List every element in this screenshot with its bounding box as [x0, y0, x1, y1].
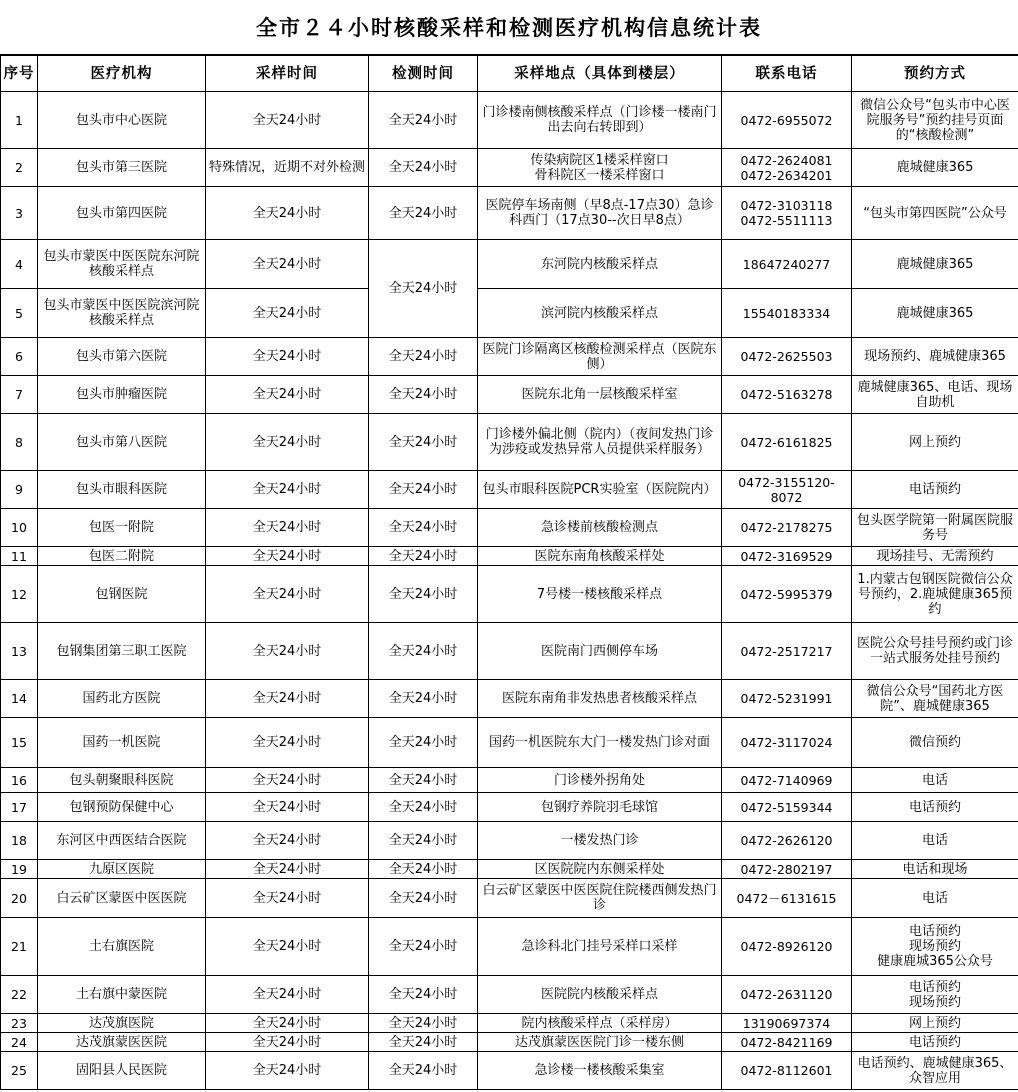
sample-time-cell: 全天24小时 — [206, 1052, 369, 1090]
test-time-cell: 全天24小时 — [369, 1033, 478, 1052]
phone-cell: 0472-7140969 — [722, 768, 852, 793]
phone-cell: 0472-5995379 — [722, 566, 852, 623]
row-index-cell: 20 — [1, 879, 38, 918]
org-cell: 达茂旗蒙医医院 — [38, 1033, 206, 1052]
row-index-cell: 13 — [1, 623, 38, 680]
row-index-cell: 1 — [1, 92, 38, 149]
test-time-cell: 全天24小时 — [369, 471, 478, 509]
location-cell: 达茂旗蒙医医院门诊一楼东侧 — [478, 1033, 722, 1052]
row-index-cell: 5 — [1, 289, 38, 338]
org-cell: 东河区中西医结合医院 — [38, 822, 206, 860]
booking-cell: 鹿城健康365 — [852, 149, 1018, 187]
booking-cell: 医院公众号挂号预约或门诊一站式服务处挂号预约 — [852, 623, 1018, 680]
org-cell: 包医二附院 — [38, 547, 206, 566]
phone-cell: 0472-3169529 — [722, 547, 852, 566]
table-row — [1, 414, 1018, 471]
booking-cell: 电话预约 — [852, 793, 1018, 822]
table-row — [1, 338, 1018, 376]
test-time-cell: 全天24小时 — [369, 509, 478, 547]
row-index-cell: 19 — [1, 860, 38, 879]
sample-time-cell: 全天24小时 — [206, 187, 369, 240]
location-cell: 包头市眼科医院PCR实验室（医院院内） — [478, 471, 722, 509]
location-cell: 传染病院区1楼采样窗口 骨科院区一楼采样窗口 — [478, 149, 722, 187]
org-cell: 包头朝聚眼科医院 — [38, 768, 206, 793]
org-cell: 土右旗医院 — [38, 918, 206, 976]
table-row — [1, 822, 1018, 860]
phone-cell: 0472-5163278 — [722, 376, 852, 414]
location-cell: 医院停车场南侧（早8点-17点30）急诊科西门（17点30--次日早8点） — [478, 187, 722, 240]
booking-cell: 鹿城健康365 — [852, 240, 1018, 289]
table-row — [1, 793, 1018, 822]
location-cell: 急诊科北门挂号采样口采样 — [478, 918, 722, 976]
phone-cell: 0472-5159344 — [722, 793, 852, 822]
booking-cell: 鹿城健康365、电话、现场自助机 — [852, 376, 1018, 414]
phone-cell: 0472－6131615 — [722, 879, 852, 918]
booking-cell: 网上预约 — [852, 1014, 1018, 1033]
phone-cell: 0472-2517217 — [722, 623, 852, 680]
sample-time-cell: 全天24小时 — [206, 289, 369, 338]
sample-time-cell: 全天24小时 — [206, 879, 369, 918]
booking-cell: 电话预约 — [852, 1033, 1018, 1052]
table-row — [1, 860, 1018, 879]
location-cell: 医院东北角一层核酸采样室 — [478, 376, 722, 414]
table-row — [1, 718, 1018, 768]
header-cell-phone: 联系电话 — [722, 56, 852, 92]
row-index-cell: 23 — [1, 1014, 38, 1033]
sample-time-cell: 全天24小时 — [206, 509, 369, 547]
location-cell: 医院东南角核酸采样处 — [478, 547, 722, 566]
phone-cell: 0472-2624081 0472-2634201 — [722, 149, 852, 187]
location-cell: 包钢疗养院羽毛球馆 — [478, 793, 722, 822]
org-cell: 土右旗中蒙医院 — [38, 976, 206, 1014]
row-index-cell: 22 — [1, 976, 38, 1014]
location-cell: 急诊楼前核酸检测点 — [478, 509, 722, 547]
location-cell: 医院门诊隔离区核酸检测采样点（医院东侧） — [478, 338, 722, 376]
sample-time-cell: 全天24小时 — [206, 680, 369, 718]
phone-cell: 0472-8926120 — [722, 918, 852, 976]
location-cell: 急诊楼一楼核酸采集室 — [478, 1052, 722, 1090]
table-row — [1, 1033, 1018, 1052]
booking-cell: 现场预约、鹿城健康365 — [852, 338, 1018, 376]
row-index-cell: 9 — [1, 471, 38, 509]
test-time-cell: 全天24小时 — [369, 338, 478, 376]
test-time-cell: 全天24小时 — [369, 860, 478, 879]
test-time-cell: 全天24小时 — [369, 879, 478, 918]
test-time-cell: 全天24小时 — [369, 547, 478, 566]
test-time-cell: 全天24小时 — [369, 566, 478, 623]
sample-time-cell: 全天24小时 — [206, 860, 369, 879]
test-time-cell: 全天24小时 — [369, 793, 478, 822]
booking-cell: 电话和现场 — [852, 860, 1018, 879]
row-index-cell: 7 — [1, 376, 38, 414]
sample-time-cell: 全天24小时 — [206, 376, 369, 414]
phone-cell: 0472-2802197 — [722, 860, 852, 879]
booking-cell: 电话 — [852, 768, 1018, 793]
test-time-cell: 全天24小时 — [369, 822, 478, 860]
org-cell: 国药北方医院 — [38, 680, 206, 718]
row-index-cell: 10 — [1, 509, 38, 547]
table-row — [1, 879, 1018, 918]
table-row — [1, 918, 1018, 976]
booking-cell: 微信公众号“国药北方医院”、鹿城健康365 — [852, 680, 1018, 718]
phone-cell: 0472-2625503 — [722, 338, 852, 376]
table-row — [1, 623, 1018, 680]
header-cell-test-time: 检测时间 — [369, 56, 478, 92]
row-index-cell: 25 — [1, 1052, 38, 1090]
booking-cell: 电话 — [852, 879, 1018, 918]
phone-cell: 0472-8112601 — [722, 1052, 852, 1090]
org-cell: 包头市眼科医院 — [38, 471, 206, 509]
sample-time-cell: 全天24小时 — [206, 414, 369, 471]
booking-cell: “包头市第四医院”公众号 — [852, 187, 1018, 240]
header-cell-booking: 预约方式 — [852, 56, 1018, 92]
test-time-cell: 全天24小时 — [369, 976, 478, 1014]
row-index-cell: 3 — [1, 187, 38, 240]
row-index-cell: 18 — [1, 822, 38, 860]
table-row — [1, 566, 1018, 623]
table-row — [1, 976, 1018, 1014]
location-cell: 滨河院内核酸采样点 — [478, 289, 722, 338]
table-row — [1, 92, 1018, 149]
row-index-cell: 24 — [1, 1033, 38, 1052]
row-index-cell: 8 — [1, 414, 38, 471]
org-cell: 固阳县人民医院 — [38, 1052, 206, 1090]
org-cell: 包头市第八医院 — [38, 414, 206, 471]
org-cell: 包钢预防保健中心 — [38, 793, 206, 822]
table-title: 全市２４小时核酸采样和检测医疗机构信息统计表 — [0, 0, 1018, 55]
sample-time-cell: 特殊情况，近期不对外检测 — [206, 149, 369, 187]
org-cell: 九原区医院 — [38, 860, 206, 879]
org-cell: 包钢集团第三职工医院 — [38, 623, 206, 680]
row-index-cell: 4 — [1, 240, 38, 289]
phone-cell: 0472-6161825 — [722, 414, 852, 471]
booking-cell: 微信预约 — [852, 718, 1018, 768]
sample-time-cell: 全天24小时 — [206, 338, 369, 376]
location-cell: 国药一机医院东大门一楼发热门诊对面 — [478, 718, 722, 768]
org-cell: 包头市蒙医中医医院滨河院核酸采样点 — [38, 289, 206, 338]
test-time-cell: 全天24小时 — [369, 149, 478, 187]
location-cell: 一楼发热门诊 — [478, 822, 722, 860]
test-time-cell: 全天24小时 — [369, 1052, 478, 1090]
phone-cell: 13190697374 — [722, 1014, 852, 1033]
header-cell-org: 医疗机构 — [38, 56, 206, 92]
location-cell: 医院院内核酸采样点 — [478, 976, 722, 1014]
org-cell: 包医一附院 — [38, 509, 206, 547]
test-time-cell: 全天24小时 — [369, 414, 478, 471]
phone-cell: 0472-2178275 — [722, 509, 852, 547]
location-cell: 医院南门西侧停车场 — [478, 623, 722, 680]
booking-cell: 电话预约 现场预约 — [852, 976, 1018, 1014]
booking-cell: 现场挂号、无需预约 — [852, 547, 1018, 566]
phone-cell: 0472-3155120-8072 — [722, 471, 852, 509]
row-index-cell: 17 — [1, 793, 38, 822]
test-time-cell: 全天24小时 — [369, 376, 478, 414]
booking-cell: 鹿城健康365 — [852, 289, 1018, 338]
phone-cell: 15540183334 — [722, 289, 852, 338]
sample-time-cell: 全天24小时 — [206, 768, 369, 793]
table-row — [1, 509, 1018, 547]
sample-time-cell: 全天24小时 — [206, 793, 369, 822]
sample-time-cell: 全天24小时 — [206, 718, 369, 768]
row-index-cell: 2 — [1, 149, 38, 187]
sample-time-cell: 全天24小时 — [206, 471, 369, 509]
row-index-cell: 14 — [1, 680, 38, 718]
hospital-info-table — [0, 55, 1018, 1090]
location-cell: 东河院内核酸采样点 — [478, 240, 722, 289]
org-cell: 包头市第六医院 — [38, 338, 206, 376]
test-time-cell: 全天24小时 — [369, 680, 478, 718]
org-cell: 包头市第四医院 — [38, 187, 206, 240]
booking-cell: 微信公众号“包头市中心医院服务号”预约挂号页面的“核酸检测” — [852, 92, 1018, 149]
header-cell-index: 序号 — [1, 56, 38, 92]
booking-cell: 包头医学院第一附属医院服务号 — [852, 509, 1018, 547]
location-cell: 白云矿区蒙医中医医院住院楼西侧发热门诊 — [478, 879, 722, 918]
booking-cell: 电话预约、鹿城健康365、众智应用 — [852, 1052, 1018, 1090]
org-cell: 包头市肿瘤医院 — [38, 376, 206, 414]
test-time-cell: 全天24小时 — [369, 240, 478, 338]
table-row — [1, 149, 1018, 187]
row-index-cell: 16 — [1, 768, 38, 793]
booking-cell: 电话预约 — [852, 471, 1018, 509]
org-cell: 包钢医院 — [38, 566, 206, 623]
sample-time-cell: 全天24小时 — [206, 822, 369, 860]
table-row — [1, 376, 1018, 414]
header-row — [1, 56, 1018, 92]
sample-time-cell: 全天24小时 — [206, 918, 369, 976]
row-index-cell: 11 — [1, 547, 38, 566]
header-cell-location: 采样地点（具体到楼层） — [478, 56, 722, 92]
table-row — [1, 289, 1018, 338]
location-cell: 区医院院内东侧采样处 — [478, 860, 722, 879]
test-time-cell: 全天24小时 — [369, 92, 478, 149]
location-cell: 7号楼一楼核酸采样点 — [478, 566, 722, 623]
sample-time-cell: 全天24小时 — [206, 566, 369, 623]
phone-cell: 0472-2626120 — [722, 822, 852, 860]
phone-cell: 0472-5231991 — [722, 680, 852, 718]
org-cell: 包头市第三医院 — [38, 149, 206, 187]
table-row — [1, 547, 1018, 566]
table-body — [1, 56, 1018, 1090]
location-cell: 门诊楼外偏北侧（院内）（夜间发热门诊为涉疫或发热异常人员提供采样服务） — [478, 414, 722, 471]
org-cell: 包头市蒙医中医医院东河院核酸采样点 — [38, 240, 206, 289]
row-index-cell: 21 — [1, 918, 38, 976]
booking-cell: 1.内蒙古包钢医院微信公众号预约，2.鹿城健康365预约 — [852, 566, 1018, 623]
booking-cell: 电话 — [852, 822, 1018, 860]
booking-cell: 网上预约 — [852, 414, 1018, 471]
table-row — [1, 1014, 1018, 1033]
phone-cell: 0472-3103118 0472-5511113 — [722, 187, 852, 240]
sample-time-cell: 全天24小时 — [206, 623, 369, 680]
location-cell: 院内核酸采样点（采样房） — [478, 1014, 722, 1033]
header-cell-sample-time: 采样时间 — [206, 56, 369, 92]
sample-time-cell: 全天24小时 — [206, 240, 369, 289]
org-cell: 包头市中心医院 — [38, 92, 206, 149]
location-cell: 门诊楼外拐角处 — [478, 768, 722, 793]
table-row — [1, 1052, 1018, 1090]
test-time-cell: 全天24小时 — [369, 768, 478, 793]
test-time-cell: 全天24小时 — [369, 718, 478, 768]
org-cell: 达茂旗医院 — [38, 1014, 206, 1033]
phone-cell: 0472-6955072 — [722, 92, 852, 149]
org-cell: 国药一机医院 — [38, 718, 206, 768]
row-index-cell: 15 — [1, 718, 38, 768]
row-index-cell: 12 — [1, 566, 38, 623]
sample-time-cell: 全天24小时 — [206, 92, 369, 149]
test-time-cell: 全天24小时 — [369, 1014, 478, 1033]
table-row — [1, 471, 1018, 509]
phone-cell: 0472-2631120 — [722, 976, 852, 1014]
location-cell: 门诊楼南侧核酸采样点（门诊楼一楼南门出去向右转即到） — [478, 92, 722, 149]
test-time-cell: 全天24小时 — [369, 187, 478, 240]
table-row — [1, 240, 1018, 289]
phone-cell: 0472-3117024 — [722, 718, 852, 768]
sample-time-cell: 全天24小时 — [206, 547, 369, 566]
phone-cell: 18647240277 — [722, 240, 852, 289]
table-row — [1, 187, 1018, 240]
row-index-cell: 6 — [1, 338, 38, 376]
table-row — [1, 680, 1018, 718]
test-time-cell: 全天24小时 — [369, 918, 478, 976]
location-cell: 医院东南角非发热患者核酸采样点 — [478, 680, 722, 718]
table-row — [1, 768, 1018, 793]
sample-time-cell: 全天24小时 — [206, 976, 369, 1014]
test-time-cell: 全天24小时 — [369, 623, 478, 680]
phone-cell: 0472-8421169 — [722, 1033, 852, 1052]
booking-cell: 电话预约 现场预约 健康鹿城365公众号 — [852, 918, 1018, 976]
org-cell: 白云矿区蒙医中医医院 — [38, 879, 206, 918]
sample-time-cell: 全天24小时 — [206, 1033, 369, 1052]
sample-time-cell: 全天24小时 — [206, 1014, 369, 1033]
